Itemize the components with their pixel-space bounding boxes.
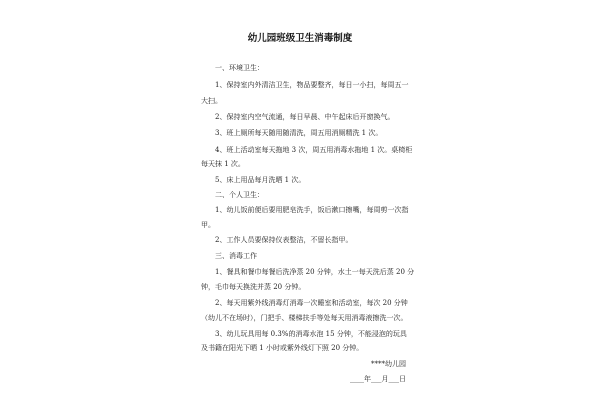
section-heading-disinfection: 三、消毒工作: [215, 252, 257, 260]
paragraph-line: 1、幼儿饭前便后要用肥皂洗手，饭后漱口擦嘴，每周剪一次指: [215, 206, 409, 214]
section-heading-environment: 一、环境卫生：: [215, 64, 264, 72]
paragraph-line: 3、班上厕所每天随用随清洗，周五用消厕精洗 1 次。: [215, 129, 383, 137]
section-heading-personal: 二、个人卫生：: [215, 191, 264, 199]
paragraph-line: 2、保持室内空气流通，每日早晨、中午起床后开窗换气。: [215, 113, 395, 121]
paragraph-line: 钟，毛巾每天换洗并蒸 20 分钟。: [201, 283, 306, 291]
paragraph-line: 大扫。: [201, 97, 222, 105]
signature-date: ____年___月___日: [350, 375, 406, 383]
paragraph-line: 及书籍在阳光下晒 1 小时或紫外线灯下照 20 分钟。: [201, 344, 364, 352]
paragraph-line: 1、餐具和餐巾每餐后洗净蒸 20 分钟，水土一每天洗后蒸 20 分: [215, 268, 415, 276]
paragraph-line: 甲。: [201, 221, 215, 229]
signature-org: ****幼儿园: [371, 360, 406, 368]
paragraph-line: 每天抹 1 次。: [201, 160, 245, 168]
paragraph-line: 1、保持室内外清洁卫生，物品要整齐，每日一小扫，每周五一: [215, 81, 409, 89]
paragraph-line: 2、工作人员要保持仪表整洁，不留长指甲。: [215, 236, 353, 244]
paragraph-line: 2、每天用紫外线消毒灯消毒一次睡室和活动室，每次 20 分钟: [215, 299, 408, 307]
paragraph-line: 5、床上用品每月洗晒 1 次。: [215, 176, 306, 184]
paragraph-line: 4、班上活动室每天拖地 3 次，周五用消毒水拖地 1 次。桌椅柜: [215, 146, 413, 154]
document-title: 幼儿园班级卫生消毒制度: [247, 33, 353, 44]
paragraph-line: （幼儿不在场时），门把手、楼梯扶手等处每天用消毒液擦洗一次。: [201, 314, 408, 322]
paragraph-line: 3、幼儿玩具用每 0.3%的消毒水泡 15 分钟，不能浸泡的玩具: [215, 330, 407, 338]
